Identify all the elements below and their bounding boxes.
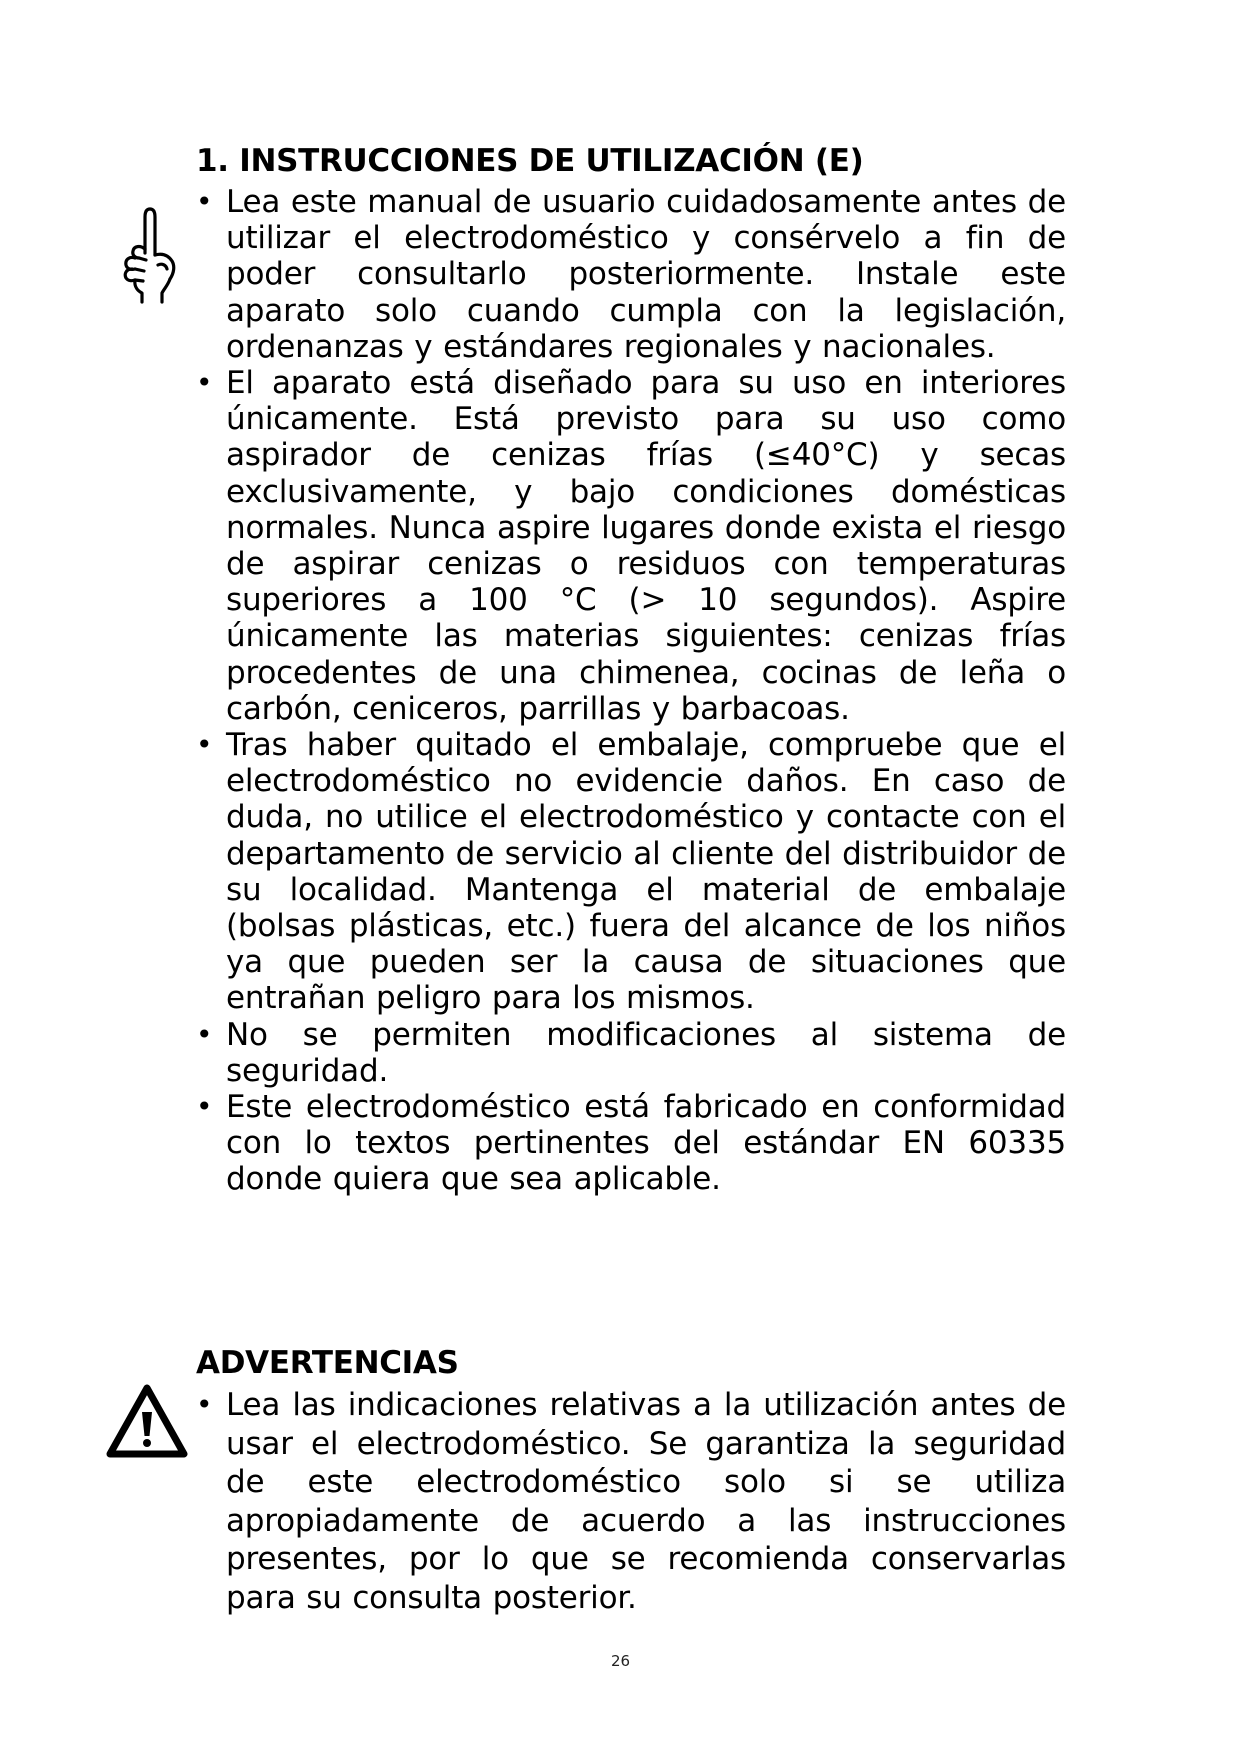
warning-triangle-icon xyxy=(106,1384,188,1460)
list-item xyxy=(196,184,1066,365)
warnings-heading: ADVERTENCIAS xyxy=(196,1345,459,1381)
instructions-heading: 1. INSTRUCCIONES DE UTILIZACIÓN (E) xyxy=(196,143,864,179)
list-item xyxy=(196,365,1066,727)
list-item-text: No se permiten modificaciones al sistema de seguridad. xyxy=(226,1016,1066,1089)
list-item xyxy=(196,727,1066,1017)
bullet-symbol: • xyxy=(196,366,213,400)
warnings-section xyxy=(196,1342,1066,1617)
pointing-hand-icon xyxy=(120,205,180,305)
bullet-symbol: • xyxy=(196,185,213,218)
list-item xyxy=(196,1017,1066,1089)
bullet-symbol: • xyxy=(196,1388,213,1421)
list-item-text: Lea las indicaciones relativas a la utilización antes de usar el electrodoméstico. Se garantiza la seguridad de este electrodoméstico solo si se utiliza apropiadamente de acuerdo a las instrucciones presentes, por lo que se recomienda conservarlas para su consulta posterior. xyxy=(226,1387,1066,1616)
bullet-symbol: • xyxy=(196,1017,213,1051)
list-item-text: Lea este manual de usuario cuidadosamente antes de utilizar el electrodoméstico y consérvelo a fin de poder consultarlo posteriormente. Instale este aparato solo cuando cumpla con la legislación, ordenanzas y estándares regionales y nacionales. xyxy=(226,184,1066,365)
warnings-list xyxy=(196,1386,1066,1617)
list-item-text: Tras haber quitado el embalaje, compruebe que el electrodoméstico no evidencie daños. En caso de duda, no utilice el electrodoméstico y contacte con el departamento de servicio al cliente del distribuidor de su localidad. Mantenga el material de embalaje (bolsas plásticas, etc.) fuera del alcance de los niños ya que pueden ser la causa de situaciones que entrañan peligro para los mismos. xyxy=(226,727,1066,1017)
instructions-section xyxy=(196,140,1066,1198)
instructions-list xyxy=(196,184,1066,1198)
list-item xyxy=(196,1089,1066,1198)
list-item-text: El aparato está diseñado para su uso en interiores únicamente. Está previsto para su uso como aspirador de cenizas frías (≤40°C) y secas exclusivamente, y bajo condiciones domésticas normales. Nunca aspire lugares donde exista el riesgo de aspirar cenizas o residuos con temperaturas superiores a 100 °C (> 10 segundos). Aspire únicamente las materias siguientes: cenizas frías procedentes de una chimenea, cocinas de leña o carbón, ceniceros, parrillas y barbacoas. xyxy=(226,365,1066,727)
list-item-text: Este electrodoméstico está fabricado en conformidad con lo textos pertinentes del estándar EN 60335 donde quiera que sea aplicable. xyxy=(226,1089,1066,1198)
list-item xyxy=(196,1386,1066,1617)
bullet-symbol: • xyxy=(196,1090,213,1124)
bullet-symbol: • xyxy=(196,728,213,762)
page-number: 26 xyxy=(610,1652,631,1670)
